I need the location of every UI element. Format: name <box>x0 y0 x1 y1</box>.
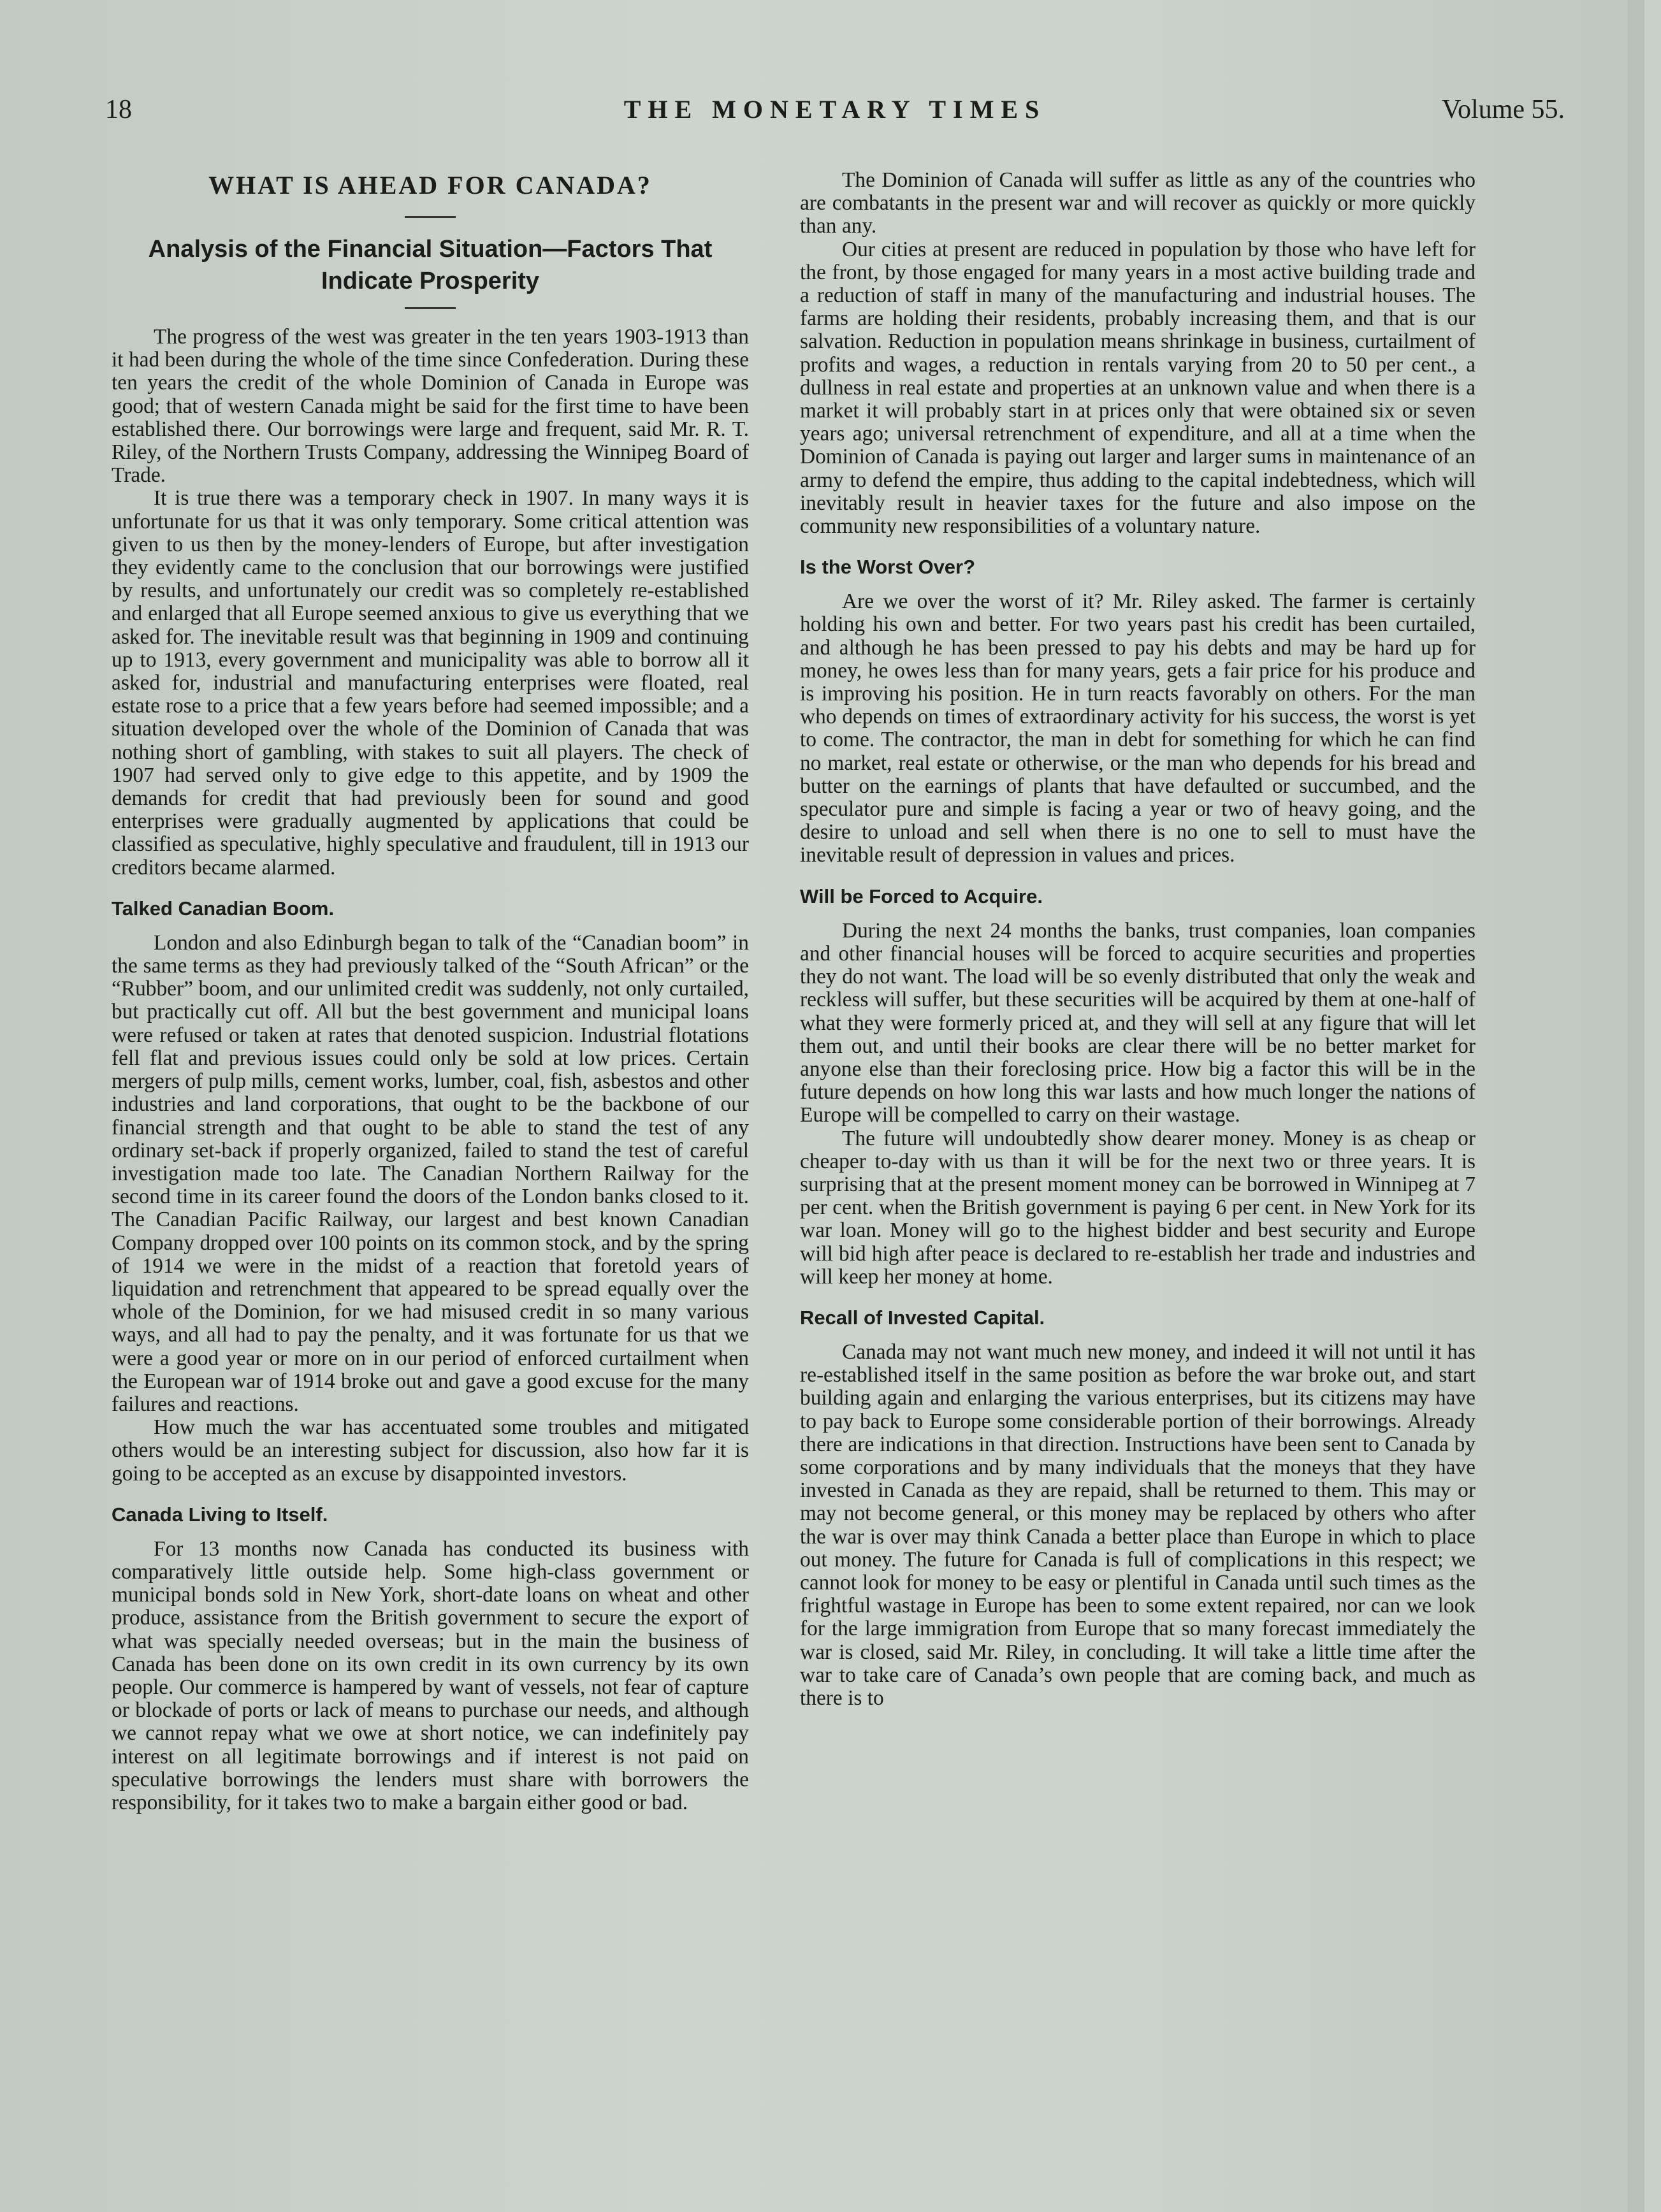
paragraph: For 13 months now Canada has conducted its business with comparatively little outside help. Some high-class government or municipal bonds sold in New York, short-date loans on wheat and other produce, assistance from the British government to secure the export of what was specially needed overseas; but in the main the business of Canada has been done on its own credit in its own currency by its own people. Our commerce is hampered by want of vessels, not fear of capture or blockade of ports or lack of means to purchase our needs, and although we cannot repay what we owe at short notice, we can indefinitely pay interest on all legitimate borrowings and if interest is not paid on speculative borrowings the lenders must share with borrowers the responsibility, for it takes two to make a bargain either good or bad. <box>112 1536 749 1814</box>
section-heading: Recall of Invested Capital. <box>800 1306 1045 1329</box>
paragraph: The Dominion of Canada will suffer as little as any of the countries who are combatants in the present war and will recover as quickly or more quickly than any. <box>800 168 1476 238</box>
paragraph: Canada may not want much new money, and indeed it will not until it has re-established itself in the same position as before the war broke out, and start building again and enlarging the various enterprises, but its citizens may have to pay back to Europe some considerable portion of their borrowings. Already there are indications in that direction. Instructions have been sent to Canada by some corporations and by many individuals that the moneys that they have invested in Canada as they are repaid, shall be returned to them. This may or may not become general, or this money may be replaced by others who after the war is over may think Canada a better place than Europe in which to place out money. The future for Canada is full of complications in this respect; we cannot look for money to be easy or plentiful in Canada until such times as the frightful wastage in Europe has been to some extent repaired, nor can we look for the large immigration from Europe that so many forecast immediately the war is closed, said Mr. Riley, in concluding. It will take a little time after the war to take care of Canada’s own people that are coming back, and much as there is to <box>800 1340 1476 1710</box>
section-heading: Will be Forced to Acquire. <box>800 885 1043 907</box>
paragraph: How much the war has accentuated some troubles and mitigated others would be an interesting subject for discussion, also how far it is going to be accepted as an excuse by disappointed investors. <box>112 1415 749 1486</box>
running-head <box>105 94 1565 139</box>
section-heading: Talked Canadian Boom. <box>112 897 335 920</box>
page-number: 18 <box>105 95 132 124</box>
paragraph: During the next 24 months the banks, trust companies, loan companies and other financial houses will be forced to acquire securities and properties they do not want. The load will be so evenly distributed that only the weak and reckless will suffer, but these securities will be acquired by them at one-half of what they were formerly priced at, and they will sell at any figure that will let them out, and until their books are clear there will be no better market for anyone else than their foreclosing price. How big a factor this will be in the future depends on how long this war lasts and how much longer the nations of Europe will be compelled to carry on their wastage. <box>800 918 1476 1127</box>
section-heading: Canada Living to Itself. <box>112 1503 328 1526</box>
journal-title: THE MONETARY TIMES <box>623 95 1047 124</box>
right-column <box>800 169 1476 1710</box>
article-title: WHAT IS AHEAD FOR CANADA? <box>208 171 652 199</box>
paragraph: London and also Edinburgh began to talk of the “Canadian boom” in the same terms as they had previously talked of the “South African” or the “Rubber” boom, and our unlimited credit was suddenly, not only curtailed, but practically cut off. All but the best government and municipal loans were refused or taken at rates that denoted suspicion. Industrial flotations fell flat and previous issues could only be sold at low prices. Certain mergers of pulp mills, cement works, lumber, coal, fish, asbestos and other industries and land corporations, that ought to be the backbone of our financial strength and that ought to be able to stand the test of any ordinary set-back if properly organized, failed to stand the test of careful investigation made too late. The Canadian Northern Railway for the second time in its career found the doors of the London banks closed to it. The Canadian Pacific Railway, our largest and best known Canadian Company dropped over 100 points on its common stock, and by the spring of 1914 we were in the midst of a reaction that foretold years of liquidation and retrenchment that appeared to be spread equally over the whole of the Dominion, for we had misused credit in so many various ways, and all had to pay the penalty, and it was fortunate for us that we were a good year or more on in our period of enforced curtailment when the European war of 1914 broke out and gave a good excuse for the many failures and reactions. <box>112 930 749 1416</box>
title-rule <box>405 216 456 218</box>
article-subtitle: Analysis of the Financial Situation—Factors That Indicate Prosperity <box>148 236 713 294</box>
paragraph: Are we over the worst of it? Mr. Riley asked. The farmer is certainly holding his own and better. For two years past his credit has been curtailed, and although he has been pressed to pay his debts and may be hard up for money, he owes less than for many years, gets a fair price for his produce and is improving his position. He in turn reacts favorably on others. For the man who depends on times of extraordinary activity for his success, the worst is yet to come. The contractor, the man in debt for something for which he can find no market, real estate or otherwise, or the man who depends for his bread and butter on the earnings of plants that have defaulted or succumbed, and the speculator pure and simple is facing a year or two of heavy going, and the desire to unload and sell when there is no one to sell to must have the inevitable result of depression in values and prices. <box>800 589 1476 867</box>
section-heading: Is the Worst Over? <box>800 556 976 579</box>
paragraph: The future will undoubtedly show dearer money. Money is as cheap or cheaper to-day with us than it will be for the next two or three years. It is surprising that at the present moment money can be borrowed in Winnipeg at 7 per cent. when the British government is paying 6 per cent. in New York for its war loan. Money will go to the highest bidder and best security and Europe will bid high after peace is declared to re-establish her trade and industries and will keep her money at home. <box>800 1126 1476 1289</box>
paragraph: Our cities at present are reduced in population by those who have left for the front, by those engaged for many years in a most active building trade and a reduction of staff in many of the manufacturing and industrial houses. The farms are holding their residents, probably increasing them, and that is our salvation. Reduction in population means shrinkage in business, curtailment of profits and wages, a reduction in rentals varying from 20 to 50 per cent., a dullness in real estate and properties at an unknown value and when there is a market it will probably start in at prices only that were obtained six or seven years ago; universal retrenchment of expenditure, and all at a time when the Dominion of Canada is paying out larger and larger sums in maintenance of an army to defend the empire, thus adding to the capital indebtedness, which will inevitably result in heavier taxes for the future and also impose on the community new responsibilities of a voluntary nature. <box>800 237 1476 539</box>
subtitle-rule <box>405 307 456 309</box>
paragraph: It is true there was a temporary check in 1907. In many ways it is unfortunate for us that it was only temporary. Some critical attention was given to us then by the money-lenders of Europe, but after investigation they evidently came to the conclusion that our borrowings were justified by results, and unfortunately our credit was so completely re-established and enlarged that all Europe seemed anxious to give us everything that we asked for. The inevitable result was that beginning in 1909 and continuing up to 1913, every government and municipality was able to borrow all it asked for, industrial and manufacturing enterprises were floated, real estate rose to a price that a few years before had seemed impossible; and a situation developed over the whole of the Dominion of Canada that was nothing short of gambling, with stakes to suit all players. The check of 1907 had served only to give edge to this appetite, and by 1909 the demands for credit that had previously been for sound and good enterprises were gradually augmented by applications that could be classified as speculative, highly speculative and fraudulent, till in 1913 our creditors became alarmed. <box>112 486 749 879</box>
volume-label: Volume 55. <box>1442 95 1565 124</box>
left-column <box>112 169 749 1814</box>
page-edge <box>1628 0 1644 2212</box>
paragraph: The progress of the west was greater in the ten years 1903-1913 than it had been during the whole of the time since Confederation. During these ten years the credit of the whole Dominion of Canada in Europe was good; that of western Canada might be said for the first time to have been established there. Our borrowings were large and frequent, said Mr. R. T. Riley, of the Northern Trusts Company, addressing the Winnipeg Board of Trade. <box>112 325 749 488</box>
